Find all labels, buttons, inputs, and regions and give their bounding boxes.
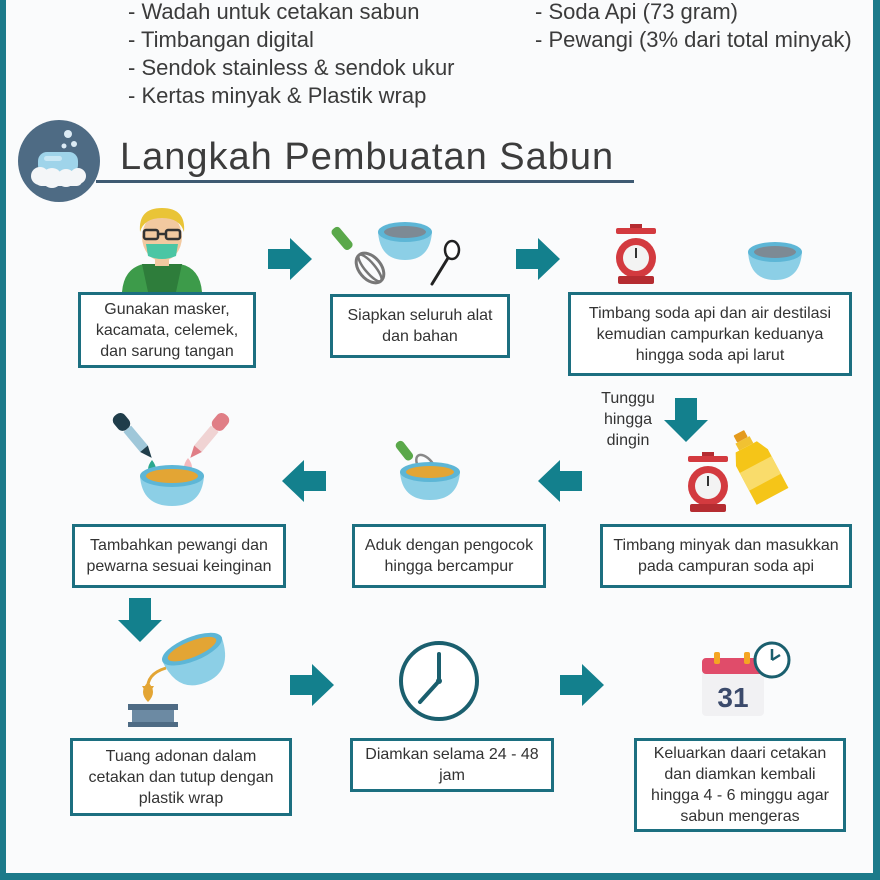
wait-note-line: hingga [603, 411, 653, 428]
ingredients-list-item: - Pewangi (3% dari total minyak) [535, 27, 852, 52]
tools-list-item: - Wadah untuk cetakan sabun [128, 0, 420, 24]
wait-note [592, 388, 664, 451]
tools-list-item: - Timbangan digital [128, 27, 314, 52]
tools-list-item: - Sendok stainless & sendok ukur [128, 55, 455, 80]
step-box-6: Tambahkan pewangi dan pewarna sesuai keinginan [72, 524, 286, 588]
calendar-icon [700, 640, 794, 718]
tools-list [128, 0, 455, 110]
scale-icon [684, 452, 732, 514]
oil-bottle-icon [726, 428, 788, 502]
soap-mold-icon [126, 628, 230, 728]
arrow-left-icon [538, 460, 582, 502]
spoon-icon [428, 240, 462, 286]
bowl-icon [746, 240, 804, 282]
arrow-right-icon [560, 664, 604, 706]
step-box-2: Siapkan seluruh alat dan bahan [330, 294, 510, 358]
tools-list-item: - Kertas minyak & Plastik wrap [128, 83, 427, 108]
scale-icon [612, 224, 660, 286]
step-box-8: Diamkan selama 24 - 48 jam [350, 738, 554, 792]
step-box-7: Tuang adonan dalam cetakan dan tutup dengan plastik wrap [70, 738, 292, 816]
arrow-right-icon [290, 664, 334, 706]
wait-note-line: Tunggu [601, 390, 655, 407]
bowl-icon [376, 220, 434, 262]
bowl-icon [392, 440, 468, 502]
title-badge [18, 120, 100, 202]
wait-note-line: dingin [606, 432, 650, 449]
ingredients-list-item: - Soda Api (73 gram) [535, 0, 738, 24]
arrow-right-icon [516, 238, 560, 280]
step-box-9: Keluarkan daari cetakan dan diamkan kembali hingga 4 - 6 minggu agar sabun mengeras [634, 738, 846, 832]
step-box-1: Gunakan masker, kacamata, celemek, dan sarung tangan [78, 292, 256, 368]
step-box-4: Timbang minyak dan masukkan pada campuran soda api [600, 524, 852, 588]
step-box-5: Aduk dengan pengocok hingga bercampur [352, 524, 546, 588]
ingredients-list [535, 0, 852, 54]
arrow-left-icon [282, 460, 326, 502]
title-underline [96, 180, 634, 183]
calendar-day-number: 31 [717, 682, 749, 713]
bowl-icon [136, 462, 208, 508]
soap-bubbles-icon [18, 120, 100, 202]
arrow-down-icon [664, 398, 708, 442]
person-with-mask-icon [118, 204, 206, 292]
section-title: Langkah Pembuatan Sabun [120, 136, 615, 178]
clock-icon [398, 640, 480, 722]
section-header [18, 118, 638, 208]
step-box-3: Timbang soda api dan air destilasi kemudian campurkan keduanya hingga soda api larut [568, 292, 852, 376]
arrow-right-icon [268, 238, 312, 280]
